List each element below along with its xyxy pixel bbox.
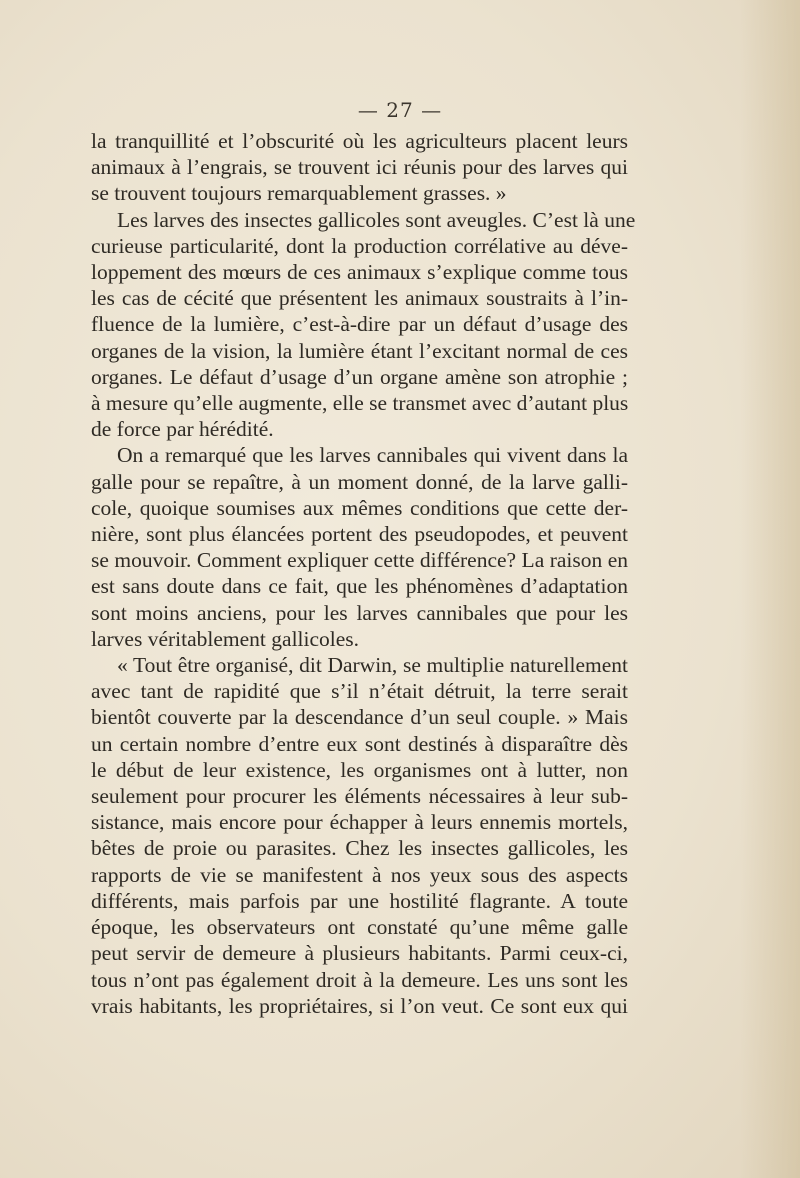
text-line: le début de leur existence, les organismes ont à lutter, non (91, 757, 628, 782)
text-line: bêtes de proie ou parasites. Chez les insectes gallicoles, les (91, 836, 628, 861)
text-line: avec tant de rapidité que s’il n’était détruit, la terre serait (91, 679, 628, 704)
text-line: organes de la vision, la lumière étant l’excitant normal de ces (91, 338, 628, 363)
text-line: est sans doute dans ce fait, que les phénomènes d’adaptation (91, 574, 628, 599)
text-line: sont moins anciens, pour les larves cannibales que pour les (91, 600, 628, 625)
text-line: tous n’ont pas également droit à la demeure. Les uns sont les (91, 967, 628, 992)
text-line: différents, mais parfois par une hostilité flagrante. A toute (91, 888, 628, 913)
text-line: curieuse particularité, dont la production corrélative au déve- (91, 233, 628, 258)
page-edge-shading (740, 0, 800, 1178)
text-line: les cas de cécité que présentent les animaux soustraits à l’in- (91, 286, 628, 311)
text-line: vrais habitants, les propriétaires, si l’on veut. Ce sont eux qui (91, 993, 628, 1018)
text-line: Les larves des insectes gallicoles sont aveugles. C’est là une (117, 207, 636, 232)
text-line: loppement des mœurs de ces animaux s’explique comme tous (91, 260, 628, 285)
body-text (91, 128, 636, 1019)
text-line: cole, quoique soumises aux mêmes conditions que cette der- (91, 495, 628, 520)
text-line: organes. Le défaut d’usage d’un organe amène son atrophie ; (91, 364, 628, 389)
text-line: On a remarqué que les larves cannibales qui vivent dans la (117, 443, 628, 468)
text-line: animaux à l’engrais, se trouvent ici réunis pour des larves qui (91, 155, 628, 180)
text-line: « Tout être organisé, dit Darwin, se multiplie naturellement (117, 653, 628, 678)
text-line: se mouvoir. Comment expliquer cette différence? La raison en (91, 548, 628, 573)
text-line: seulement pour procurer les éléments nécessaires à leur sub- (91, 784, 628, 809)
text-line: époque, les observateurs ont constaté qu’une même galle (91, 915, 628, 940)
text-line: sistance, mais encore pour échapper à leurs ennemis mortels, (91, 810, 628, 835)
text-line: peut servir de demeure à plusieurs habitants. Parmi ceux-ci, (91, 941, 628, 966)
text-line: bientôt couverte par la descendance d’un seul couple. » Mais (91, 705, 628, 730)
text-line: de force par hérédité. (91, 417, 274, 442)
text-line: rapports de vie se manifestent à nos yeux sous des aspects (91, 862, 628, 887)
text-line: galle pour se repaître, à un moment donné, de la larve galli- (91, 469, 628, 494)
text-line: larves véritablement gallicoles. (91, 626, 360, 651)
text-line: à mesure qu’elle augmente, elle se transmet avec d’autant plus (91, 391, 629, 416)
text-line: fluence de la lumière, c’est-à-dire par un défaut d’usage des (91, 312, 628, 337)
page-number: — 27 — (357, 98, 443, 122)
text-line: se trouvent toujours remarquablement grasses. » (91, 181, 507, 206)
text-line: nière, sont plus élancées portent des pseudopodes, et peuvent (91, 522, 628, 547)
text-line: un certain nombre d’entre eux sont destinés à disparaître dès (91, 731, 628, 756)
text-line: la tranquillité et l’obscurité où les agriculteurs placent leurs (91, 129, 628, 153)
